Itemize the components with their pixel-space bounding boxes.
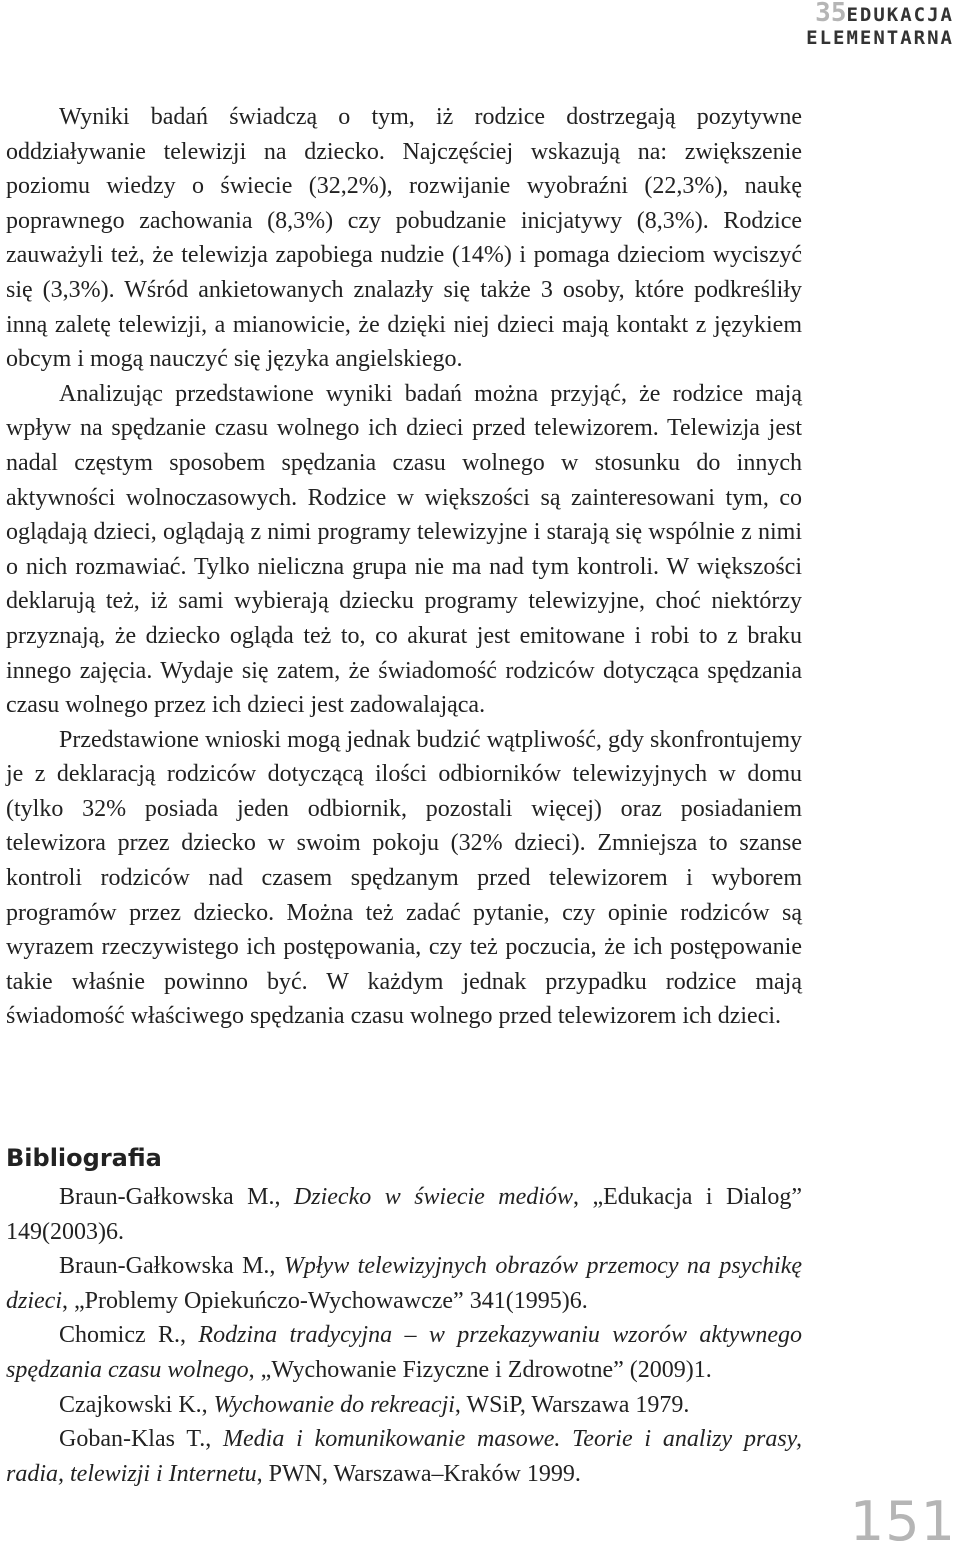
journal-header — [806, 2, 954, 49]
entry-title: Media i komunikowanie masowe. Teorie i analizy prasy, radia, telewizji i Internetu — [6, 1426, 802, 1487]
journal-name-line2: ELEMENTARNA — [806, 27, 954, 49]
bibliography-entry — [6, 1249, 802, 1318]
paragraph: Analizując przedstawione wyniki badań można przyjąć, że rodzice mają wpływ na spędzanie czasu wolnego ich dzieci przed telewizorem. Telewizja jest nadal częstym sposobem spędzania czasu wolnego w stosunku do innych aktywności wolnoczasowych. Rodzice w większości są zainteresowani tym, co oglądają dzieci, oglądają z nimi programy telewizyjne i starają się wspólnie z nimi o nich rozmawiać. Tylko nieliczna grupa nie ma nad tym kontroli. W większości deklarują też, iż sami wybierają dziecku programy telewizyjne, choć niektórzy przyznają, że dziecko ogląda też to, co akurat jest emitowane i robi to z braku innego zajęcia. Wydaje się zatem, że świadomość rodziców dotycząca spędzania czasu wolnego przez ich dzieci jest zadowalająca. — [6, 380, 802, 719]
entry-author: Chomicz R., — [59, 1322, 199, 1349]
entry-source: , PWN, Warszawa–Kraków 1999. — [256, 1460, 581, 1487]
entry-author: Braun-Gałkowska M., — [59, 1184, 294, 1210]
paragraph: Wyniki badań świadczą o tym, iż rodzice dostrzegają pozytywne oddziaływanie telewizji na dziecko. Najczęściej wskazują na: zwiększenie poziomu wiedzy o świecie (32,2%), rozwijanie wyobraźni (22,3%), naukę poprawnego zachowania (8,3%) czy pobudzanie inicjatywy (8,3%). Rodzice zauważyli też, że telewizja zapobiega nudzie (14%) i pomaga dzieciom wyciszyć się (3,3%). Wśród ankietowanych znalazły się także 3 osoby, które podkreśliły inną zaletę telewizji, a mianowicie, że dzięki niej dzieci mają kontakt z językiem obcym i mogą nauczyć się języka angielskiego. — [6, 104, 802, 373]
article-body — [6, 100, 802, 1034]
entry-title: Rodzina tradycyjna – w przekazywaniu wzorów aktywnego spędzania czasu wolnego — [6, 1322, 802, 1383]
entry-title: Dziecko w świecie mediów — [293, 1184, 573, 1210]
entry-author: Czajkowski K., — [59, 1391, 214, 1418]
entry-title: Wychowanie do rekreacji — [213, 1391, 455, 1418]
bibliography-entry — [6, 1180, 802, 1249]
entry-source: , „Problemy Opiekuńczo-Wychowawcze” 341(1995)6. — [61, 1287, 588, 1314]
entry-title: Wpływ telewizyjnych obrazów przemocy na psychikę dzieci — [6, 1253, 803, 1314]
page-number: 151 — [849, 1490, 956, 1553]
journal-name-line1: EDUKACJA — [846, 4, 954, 26]
bibliography-heading: Bibliografia — [6, 1144, 162, 1172]
entry-source: , „Wychowanie Fizyczne i Zdrowotne” (2009)1. — [248, 1356, 712, 1383]
entry-source: , „Edukacja i Dialog” 149(2003)6. — [6, 1184, 802, 1245]
entry-author: Goban-Klas T., — [59, 1426, 224, 1453]
bibliography-list — [6, 1180, 802, 1491]
bibliography-entry — [6, 1422, 802, 1491]
entry-author: Braun-Gałkowska M., — [59, 1253, 284, 1280]
bibliography-entry — [6, 1388, 802, 1423]
bibliography-entry — [6, 1318, 802, 1387]
entry-source: , WSiP, Warszawa 1979. — [454, 1391, 690, 1418]
issue-number: 35 — [815, 0, 847, 28]
paragraph: Przedstawione wnioski mogą jednak budzić wątpliwość, gdy skonfrontujemy je z deklaracją rodziców dotyczącą ilości odbiorników telewizyjnych w domu (tylko 32% posiada jeden odbiornik, pozostali więcej) oraz posiadaniem telewizora przez dziecko w swoim pokoju (32% dzieci). Zmniejsza to szanse kontroli rodziców nad czasem spędzanym przed telewizorem i wyborem programów przez dziecko. Można też zadać pytanie, czy opinie rodziców są wyrazem rzeczywistego ich postępowania, czy też poczucia, że ich postępowanie takie właśnie powinno być. W każdym jednak przypadku rodzice mają świadomość właściwego spędzania czasu wolnego przed telewizorem ich dzieci. — [6, 726, 802, 1030]
